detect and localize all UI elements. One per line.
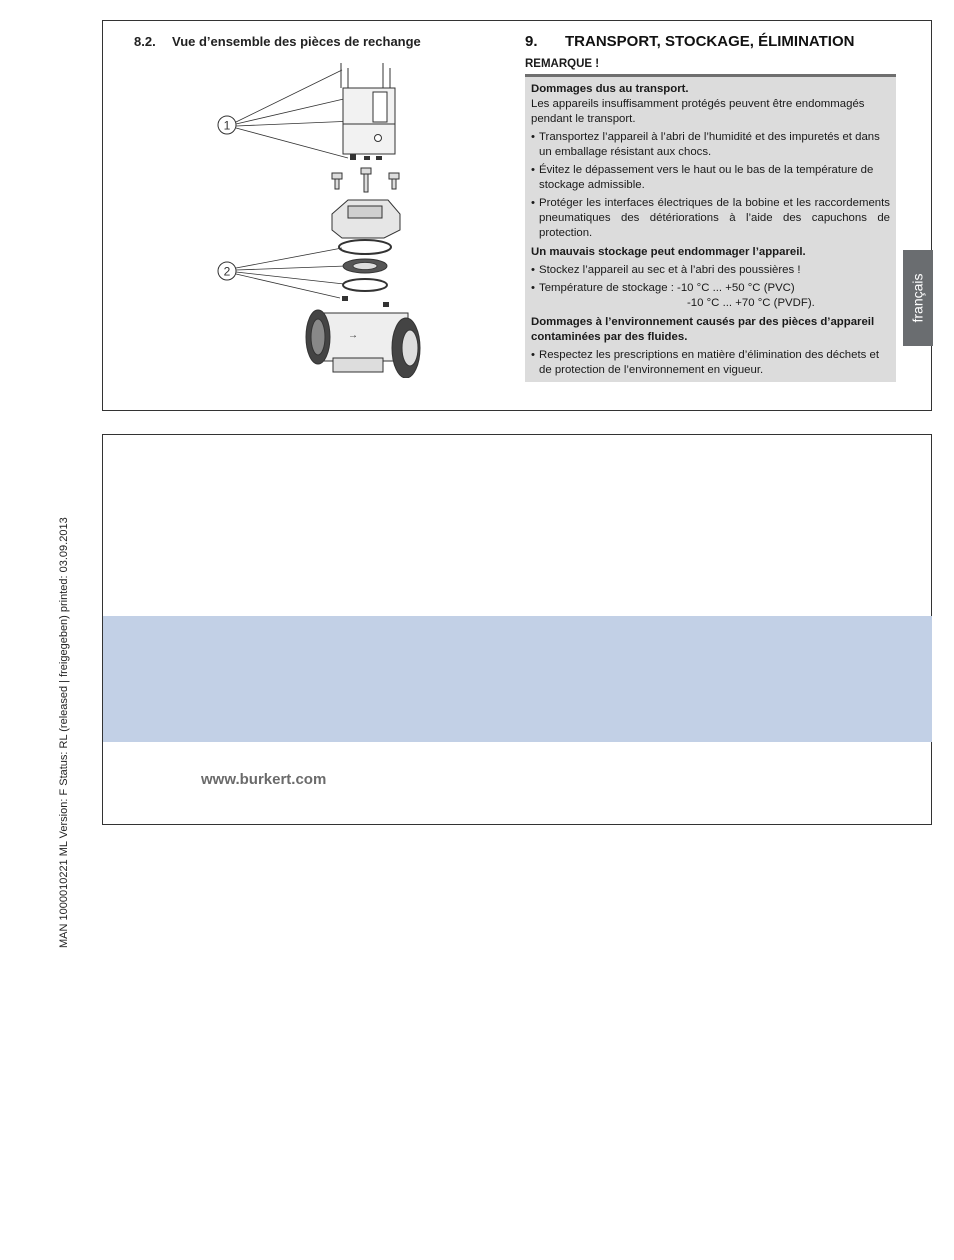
section-number: 8.2. (134, 34, 156, 49)
section-heading-transport (525, 33, 854, 50)
section-title: TRANSPORT, STOCKAGE, ÉLIMINATION (565, 33, 855, 50)
spare-parts-figure (208, 58, 448, 378)
notice-bullet: • Transportez l’appareil à l’abri de l’humidité et des impuretés et dans un emballage résistant aux chocs. (531, 130, 890, 160)
section-title: Vue d’ensemble des pièces de rechange (172, 34, 421, 49)
document-metadata: MAN 1000010221 ML Version: F Status: RL (released | freigegeben) printed: 03.09.2013 (58, 517, 70, 948)
temperature-pvc: Température de stockage : -10 °C ... +50 °C (PVC) (539, 282, 795, 294)
remark-label: REMARQUE ! (525, 58, 600, 70)
language-tab[interactable] (903, 250, 933, 346)
notice-box (525, 74, 896, 382)
notice-bullet: • Évitez le dépassement vers le haut ou le bas de la température de stockage admissible. (531, 163, 890, 193)
notice-bullet-temperature (531, 281, 890, 311)
notice-paragraph: Les appareils insuffisamment protégés peuvent être endommagés pendant le transport. (531, 98, 865, 125)
notice-bullet: • Protéger les interfaces électriques de la bobine et les raccordements pneumatiques des détériorations à l’aide des capuchons de protection. (531, 196, 890, 241)
callout-1-label: 1 (223, 118, 231, 133)
section-heading-spare-parts (134, 34, 421, 49)
notice-bullet: • Stockez l’appareil au sec et à l’abri des poussières ! (531, 263, 890, 278)
notice-heading-storage: Un mauvais stockage peut endommager l’appareil. (531, 246, 806, 258)
svg-text:→: → (348, 330, 358, 341)
notice-heading-transport: Dommages dus au transport. (531, 83, 689, 95)
website-link[interactable]: www.burkert.com (201, 771, 327, 788)
language-tab-label: français (910, 273, 926, 323)
notice-heading-environment: Dommages à l’environnement causés par des pièces d’appareil contaminées par des fluides. (531, 316, 875, 343)
callout-2-label: 2 (223, 264, 231, 279)
temperature-pvdf: -10 °C ... +70 °C (PVDF). (687, 297, 815, 309)
notice-bullet: • Respectez les prescriptions en matière d’élimination des déchets et de protection de l’environnement en vigueur. (531, 348, 890, 378)
section-number: 9. (525, 33, 538, 50)
footer-color-band (103, 616, 932, 742)
